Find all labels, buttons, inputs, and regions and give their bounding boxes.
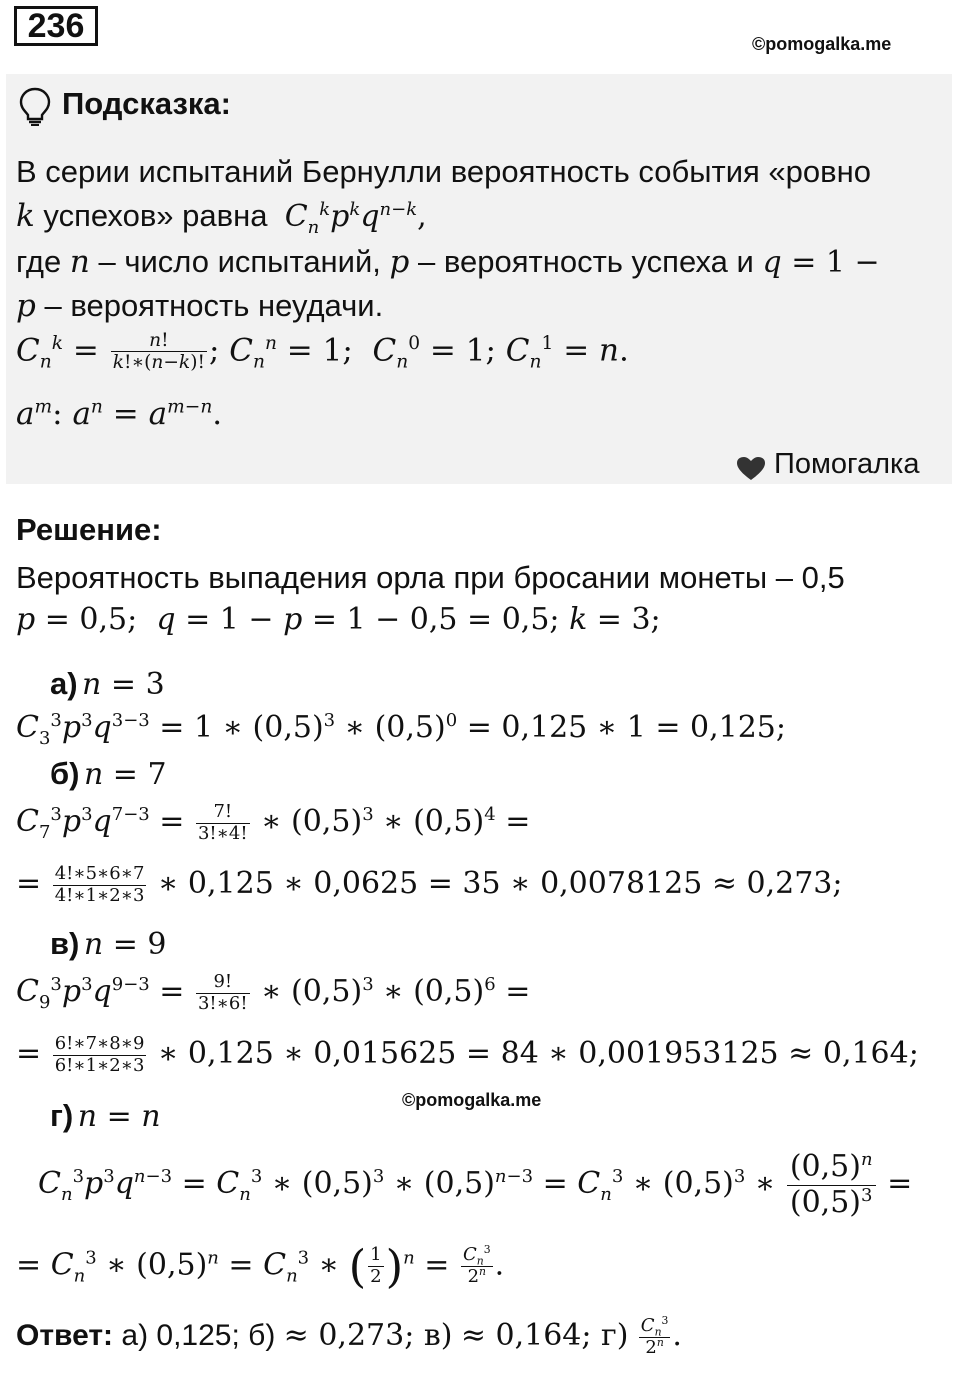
part-b-calc-1: $C_7^3p^3q^{7-3}$ = $\frac{7!}{3!∗4!}$ ∗ $(0,5)^3$ ∗ $(0,5)^4$ =	[16, 801, 531, 844]
hint-line-3: где n – число испытаний, p – вероятность успеха и q = 1 −	[16, 244, 880, 280]
hint-line-4: p – вероятность неудачи.	[16, 288, 384, 324]
solution-params: p = 0,5; q = 1 − p = 1 − 0,5 = 0,5; k = 3;	[16, 602, 661, 637]
hint-box	[6, 74, 952, 484]
answer-line: Ответ: а) 0,125; б) ≈ 0,273; в) ≈ 0,164; г) $\frac{C_n^3}{2^n}$ .	[16, 1314, 682, 1358]
copyright-top: ©pomogalka.me	[752, 34, 892, 54]
hint-line-2: k успехов» равна $C_n^kp^kq^{n-k}$,	[16, 198, 427, 238]
part-v-header: в) n = 9	[50, 926, 167, 962]
solution-title: Решение:	[16, 512, 162, 547]
part-v-calc-1: $C_9^3p^3q^{9-3}$ = $\frac{9!}{3!∗6!}$ ∗ $(0,5)^3$ ∗ $(0,5)^6$ =	[16, 971, 531, 1014]
heart-icon	[736, 456, 766, 482]
part-g-calc-1: $C_n^3p^3q^{n-3} = C_n^3$ ∗ $(0,5)^3$ ∗ $(0,5)^{n-3} = C_n^3$ ∗ $(0,5)^3$ ∗ $\frac{(0,5)^n}{(0,5)^3}$ =	[38, 1149, 913, 1220]
brand-label: Помогалка	[774, 448, 920, 480]
part-v-calc-2: = $\frac{6!∗7∗8∗9}{6!∗1∗2∗3}$ ∗ 0,125 ∗ 0,015625 = 84 ∗ 0,001953125 ≈ 0,164;	[16, 1033, 919, 1076]
lightbulb-icon	[18, 86, 52, 126]
hint-formula-powers: $a^m$: $a^n = a^{m-n}$.	[16, 396, 223, 432]
problem-number: 236	[14, 6, 98, 46]
part-b-calc-2: = $\frac{4!∗5∗6∗7}{4!∗1∗2∗3}$ ∗ 0,125 ∗ 0,0625 = 35 ∗ 0,0078125 ≈ 0,273;	[16, 863, 843, 906]
solution-intro: Вероятность выпадения орла при бросании монеты – 0,5	[16, 560, 845, 595]
part-g-header: г) n = n	[50, 1098, 161, 1134]
part-a-calc: $C_3^3p^3q^{3-3} = 1$ ∗ $(0,5)^3$ ∗ $(0,5)^0 = 0,125$ ∗ 1 = 0,125;	[16, 710, 786, 749]
copyright-mid: ©pomogalka.me	[402, 1090, 542, 1110]
part-b-header: б) n = 7	[50, 756, 167, 792]
hint-line-1: В серии испытаний Бернулли вероятность события «ровно	[16, 154, 871, 189]
part-a-header: а) n = 3	[50, 666, 165, 702]
part-g-calc-2: = $C_n^3$ ∗ $(0,5)^n = C_n^3$ ∗ ( $\frac{1}{2}$ )$^n$ = $\frac{C_n^3}{2^n}$ .	[16, 1240, 505, 1293]
hint-title: Подсказка:	[62, 86, 231, 121]
hint-formula-combination: $C_n^k$ = $\frac{n!}{k!∗(n-k)!}$ ; $C_n^n = 1$; $C_n^0 = 1$; $C_n^1 = n$.	[16, 330, 629, 374]
